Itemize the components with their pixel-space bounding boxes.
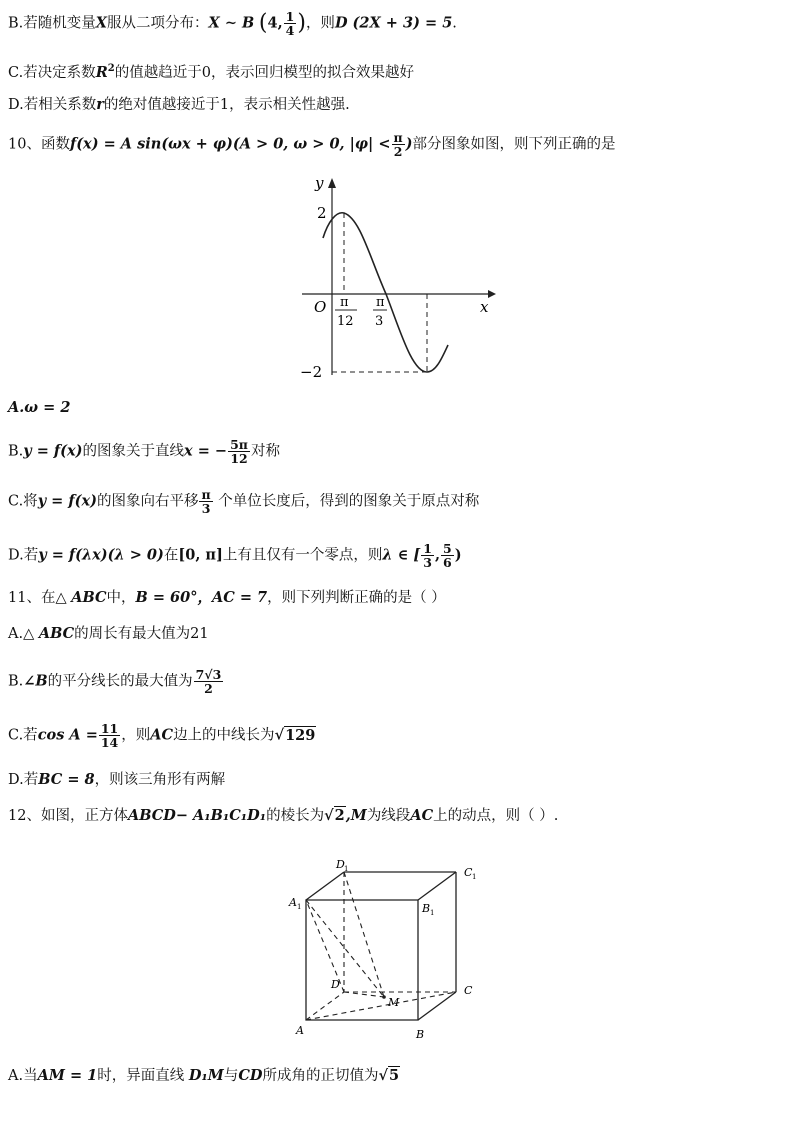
q12-stem: 12、如图，正方体ABCD− A₁B₁C₁D₁的棱长为√2,M为线段AC上的动点，则（ ）. [8,807,559,824]
x-axis-label: x [480,298,489,316]
label-d: D [331,978,340,991]
q11-option-c: C.若cos A = $\frac{11}{14}$ ，则AC边上的中线长为√129 [8,721,316,750]
label-d1-sub: 1 [344,865,349,873]
segment-d-m [344,992,384,997]
label-c1-sub: 1 [472,873,477,881]
y-axis-arrow-icon [328,178,336,188]
tick2-num: π [376,295,385,310]
tick2-den: 3 [375,314,384,329]
q10-stem: 10、函数f(x) = A sin(ωx + φ)(A > 0, ω > 0, |φ| < $\frac{\pi}{2}$ )部分图象如图，则下列正确的是 [8,130,616,159]
origin-label: O [314,298,327,316]
q11-stem: 11、在△ ABC中，B = 60°，AC = 7，则下列判断正确的是（ ） [8,589,446,606]
q11-option-b: B.∠B的平分线长的最大值为 $\frac{7√3}{2}$ [8,667,222,696]
x-axis-arrow-icon [488,290,496,298]
q11-option-d: D.若BC = 8，则该三角形有两解 [8,771,226,788]
y-axis-label: y [315,174,324,192]
edge-b-c [418,992,456,1020]
edge-b1-c1 [418,872,456,900]
label-b: B [416,1028,425,1041]
q9-option-d: D.若相关系数r的绝对值越接近于1，表示相关性越强. [8,96,350,113]
label-a1: A [289,896,297,909]
q11-option-a: A.△ ABC的周长有最大值为21 [8,625,209,642]
label-b1: B [422,902,431,915]
q10-option-a: A.ω = 2 [8,399,71,416]
q9-option-b: B.若随机变量X服从二项分布：X ∼ B (4, $\frac{1}{4}$ )，则D (2X + 3) = 5. [8,9,457,38]
q12-cube-figure [282,852,492,1042]
q10-sine-graph [290,170,510,385]
sine-curve [323,213,448,372]
label-d1: D [336,858,345,871]
label-m: M [388,996,400,1009]
q10-option-c: C.将y = f(x)的图象向右平移 $\frac{\pi}{3}$ 个单位长度后，得到的图象关于原点对称 [8,487,480,516]
point-m [382,995,386,999]
min-label: −2 [300,363,323,381]
segment-a1-m [306,900,384,997]
edge-a-d-hidden [306,992,344,1020]
label-a: A [296,1024,304,1037]
segment-d1-m [344,872,384,997]
tick1-num: π [340,295,349,310]
edge-a1-d1 [306,872,344,900]
q9-option-c: C.若决定系数$R^2$的值越趋近于0，表示回归模型的拟合效果越好 [8,63,414,81]
label-c: C [464,984,473,997]
label-c1: C [464,866,473,879]
q10-option-b: B.y = f(x)的图象关于直线x = − $\frac{5\pi}{12}$ 对称 [8,437,280,466]
label-a1-sub: 1 [297,903,302,911]
q12-option-a: A.当AM = 1时，异面直线 D₁M与CD所成角的正切值为√5 [8,1067,400,1084]
label-b1-sub: 1 [430,909,435,917]
front-face [306,900,418,1020]
q10-option-d: D.若y = f(λx)(λ > 0)在[0, π]上有且仅有一个零点，则λ ∈ [ $\frac{1}{3}$ , $\frac{5}{6}$ ) [8,541,462,570]
max-label: 2 [317,204,327,222]
tick1-den: 12 [337,314,354,329]
